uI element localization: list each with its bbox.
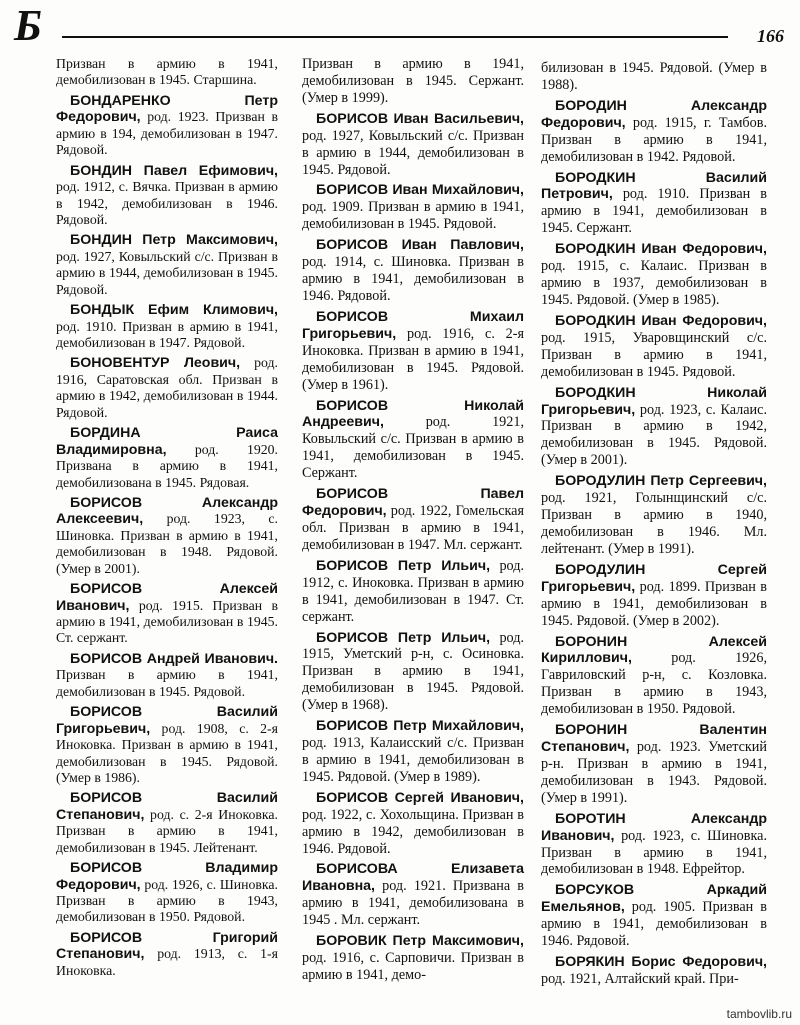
entry-text: род. 1915, Уметский р-н, с. Осиновка. Призван в армию в 1941, демобилизован в 1945. Рядовой. (Умер в 1968). [302, 629, 525, 714]
person-name: БОРИСОВ Петр Ильич, [316, 557, 491, 574]
entry-text: род. 1926, Гавриловский р-н, с. Козловка. Призван в армию в 1943, демобилизован в 1950. Рядовой. [541, 650, 767, 718]
biography-entry [56, 581, 278, 647]
person-name: БОНДЫК Ефим Климович, [70, 302, 278, 319]
biography-entry [541, 954, 767, 988]
person-name: БОРИСОВ Петр Ильич, [316, 629, 491, 646]
entry-text: род. 1920. Призвана в армию в 1941, демобилизована в 1945. Рядовая. [56, 441, 278, 490]
entry-text: род. 1916, с. 2-я Иноковка. Призван в армию в 1941, демобилизован в 1945. Рядовой. (Умер в 1961). [302, 325, 524, 393]
entry-text: род. 1923. Уметский р-н. Призван в армию в 1941, демобилизован в 1943. Рядовой. (Умер в 1991). [541, 739, 767, 806]
biography-entry [541, 98, 767, 166]
person-name: БОРИСОВ Андрей Иванович. [70, 650, 278, 667]
entry-continuation [302, 56, 524, 107]
site-watermark: tambovlib.ru [726, 1007, 792, 1021]
person-name: БОРИСОВ Владимир Федорович, [56, 860, 278, 893]
person-name: БОРОНИН Алексей Кириллович, [541, 633, 767, 667]
biography-entry [56, 930, 278, 979]
entry-text: род. 1913, Калаисский с/с. Призван в армию в 1941, демобилизован в 1945. Рядовой. (Умер в 1989). [302, 735, 524, 785]
entry-text: род. 1926, с. Шиновка. Призван в армию в 1943, демобилизован в 1950. Рядовой. [56, 876, 278, 925]
entry-text: Призван в армию в 1941, демобилизован в 1945. Рядовой. [56, 667, 278, 699]
person-name: БОРИСОВ Алексей Иванович, [56, 581, 278, 614]
biography-entry [56, 495, 278, 577]
header-rule [62, 36, 728, 38]
entry-text: род. 1927, Ковыльский с/с. Призван в армию в 1944, демобилизован в 1945. Рядовой. [56, 248, 278, 297]
biography-entry [302, 630, 524, 715]
biography-entry [541, 882, 767, 950]
biography-entry [302, 933, 524, 984]
person-name: БОРИСОВ Александр Алексеевич, [56, 494, 278, 528]
person-name: БОРИСОВ Иван Васильевич, [316, 110, 524, 127]
text-column-1 [56, 56, 278, 983]
entry-text: род. 1927, Ковыльский с/с. Призван в армию в 1944, демобилизован в 1945. Рядовой. [302, 127, 524, 178]
biography-entry [541, 170, 767, 238]
entry-text: род. 1921, Ковыльский с/с. Призван в армию в 1941, демобилизован в 1945. Сержант. [302, 414, 524, 482]
entry-text: род. 1923, с. Калаис. Призван в армию в 1942, демобилизован в 1945. Рядовой. (Умер в 2001). [541, 401, 767, 469]
entry-text: род. 1909. Призван в армию в 1941, демобилизован в 1945. Рядовой. [302, 199, 524, 233]
biography-entry [541, 473, 767, 558]
person-name: БОНДАРЕНКО Петр Федорович, [56, 92, 278, 126]
biography-entry [302, 861, 524, 929]
biography-entry [541, 634, 767, 719]
biography-entry [56, 355, 278, 421]
entry-text: Призван в армию в 1941, демобилизован в 1945. Сержант. (Умер в 1999). [302, 56, 524, 106]
biography-entry [541, 385, 767, 470]
biography-entry [302, 309, 524, 394]
person-name: БОРОДУЛИН Сергей Григорьевич, [541, 561, 767, 595]
entry-text: род. 1908, с. 2-я Иноковка. Призван в армию в 1941, демобилизован в 1945. Рядовой. (Умер в 1986). [56, 720, 278, 785]
person-name: БОРЯКИН Борис Федорович, [555, 954, 767, 971]
person-name: БОРОТИН Александр Иванович, [541, 810, 767, 844]
biography-entry [541, 811, 767, 879]
person-name: БОРОДКИН Иван Федорович, [555, 312, 767, 329]
person-name: БОРИСОВ Михаил Григорьевич, [302, 308, 524, 342]
entry-text: род. 1910. Призван в армию в 1941, демобилизован в 1945. Сержант. [541, 186, 767, 237]
biography-entry [56, 163, 278, 229]
entry-text: род. 1899. Призван в армию в 1941, демобилизован в 1945. Рядовой. (Умер в 2002). [541, 578, 767, 629]
person-name: БОРОДКИН Николай Григорьевич, [541, 384, 767, 418]
entry-text: род. 1921, Голынщинский с/с. Призван в армию в 1940, демобилизован в 1946. Мл. лейтенант. (Умер в 1991). [541, 490, 767, 557]
person-name: БОНОВЕНТУР Леович, [70, 355, 241, 372]
entry-text: род. 1921. Призвана в армию в 1941, демобилизована в 1945 . Мл. сержант. [302, 878, 524, 929]
biography-entry [541, 562, 767, 630]
entry-text: род. 1912, с. Иноковка. Призван в армию в 1941, демобилизован в 1947. Ст. сержант. [302, 557, 525, 625]
entry-text: Призван в армию в 1941, демобилизован в 1945. Старшина. [56, 56, 278, 88]
biography-entry [541, 313, 767, 381]
biography-entry [302, 182, 524, 233]
biography-entry [302, 111, 524, 179]
entry-text: род. 1923. Призван в армию в 194, демобилизован в 1947. Рядовой. [56, 109, 278, 158]
biography-entry [541, 722, 767, 807]
entry-text: род. 1923, с. Шиновка. Призван в армию в 1941, демобилизован в 1948. Рядовой. (Умер в 2001). [56, 511, 278, 576]
entry-text: род. 1910. Призван в армию в 1941, демобилизован в 1947. Рядовой. [56, 318, 278, 350]
entry-text: род. 1923, с. Шиновка. Призван в армию в 1941, демобилизован в 1948. Ефрейтор. [541, 827, 767, 878]
person-name: БОРИСОВ Василий Степанович, [56, 790, 278, 823]
section-letter: Б [14, 1, 42, 50]
entry-continuation [541, 60, 767, 94]
biography-entry [56, 93, 278, 159]
biography-entry [56, 425, 278, 491]
person-name: БОРОВИК Петр Максимович, [316, 933, 524, 950]
entry-text: род. 1916, Саратовская обл. Призван в армию в 1942, демобилизован в 1944. Рядовой. [56, 355, 278, 420]
entry-text: род. 1912, с. Вячка. Призван в армию в 1942, демобилизован в 1946. Рядовой. [56, 179, 278, 227]
entry-text: род. 1913, с. 1-я Иноковка. [56, 946, 278, 978]
biography-entry [302, 718, 524, 786]
biography-entry [302, 558, 524, 626]
person-name: БОРИСОВ Павел Федорович, [302, 486, 524, 520]
biography-entry [56, 651, 278, 700]
entry-text: род. 1921, Алтайский край. При- [541, 971, 739, 988]
person-name: БОРИСОВ Николай Андреевич, [302, 397, 524, 431]
person-name: БОРИСОВ Сергей Иванович, [316, 789, 524, 806]
person-name: БОРОДИН Александр Федорович, [541, 97, 767, 131]
biography-entry [302, 237, 524, 305]
person-name: БОРИСОВ Григорий Степанович, [56, 929, 278, 963]
person-name: БОРИСОВ Петр Михайлович, [316, 718, 524, 735]
biography-entry [56, 790, 278, 856]
biography-entry [302, 790, 524, 858]
person-name: БОРСУКОВ Аркадий Емельянов, [541, 882, 767, 916]
person-name: БОРИСОВ Иван Михайлович, [316, 182, 524, 199]
biography-entry [56, 302, 278, 351]
biography-entry [302, 486, 524, 554]
person-name: БОРОНИН Валентин Степанович, [541, 722, 767, 756]
entry-continuation [56, 56, 278, 89]
entry-text: род. 1915, с. Калаис. Призван в армию в 1937, демобилизован в 1945. Рядовой. (Умер в 1985). [541, 258, 767, 308]
person-name: БОНДИН Павел Ефимович, [70, 162, 278, 179]
person-name: БОРОДКИН Василий Петрович, [541, 169, 767, 203]
text-column-2 [302, 56, 524, 988]
biography-entry [56, 232, 278, 298]
entry-text: род. 1915. Призван в армию в 1941, демобилизован в 1945. Ст. сержант. [56, 597, 278, 646]
person-name: БОНДИН Петр Максимович, [70, 232, 278, 249]
entry-text: род. 1922, Гомельская обл. Призван в армию в 1941, демобилизован в 1947. Мл. сержант. [302, 503, 524, 553]
person-name: БОРИСОВА Елизавета Ивановна, [302, 861, 524, 895]
entry-text: род. с. 2-я Иноковка. Призван в армию в 1941, демобилизован в 1945. Лейтенант. [56, 806, 278, 855]
person-name: БОРИСОВ Иван Павлович, [316, 237, 524, 254]
entry-text: род. 1916, с. Сарповичи. Призван в армию в 1941, демо- [302, 950, 524, 984]
biography-entry [56, 860, 278, 926]
biography-entry [302, 398, 524, 483]
entry-text: род. 1914, с. Шиновка. Призван в армию в 1941, демобилизован в 1946. Рядовой. [302, 254, 524, 304]
page-number: 166 [757, 26, 784, 46]
entry-text: билизован в 1945. Рядовой. (Умер в 1988). [541, 60, 767, 93]
entry-text: род. 1922, с. Хохольщина. Призван в армию в 1942, демобилизован в 1946. Рядовой. [302, 806, 524, 857]
entry-text: род. 1915, Уваровщинский с/с. Призван в армию в 1941, демобилизован в 1945. Рядовой. [541, 329, 767, 380]
entry-text: род. 1915, г. Тамбов. Призван в армию в 1941, демобилизован в 1942. Рядовой. [541, 114, 767, 165]
person-name: БОРОДКИН Иван Федорович, [555, 241, 767, 258]
entry-text: род. 1905. Призван в армию в 1941, демобилизован в 1946. Рядовой. [541, 899, 767, 950]
text-column-3 [541, 60, 767, 992]
person-name: БОРДИНА Раиса Владимировна, [56, 425, 278, 458]
biography-entry [56, 704, 278, 786]
person-name: БОРИСОВ Василий Григорьевич, [56, 704, 278, 737]
person-name: БОРОДУЛИН Петр Сергеевич, [555, 473, 767, 490]
biography-entry [541, 241, 767, 309]
